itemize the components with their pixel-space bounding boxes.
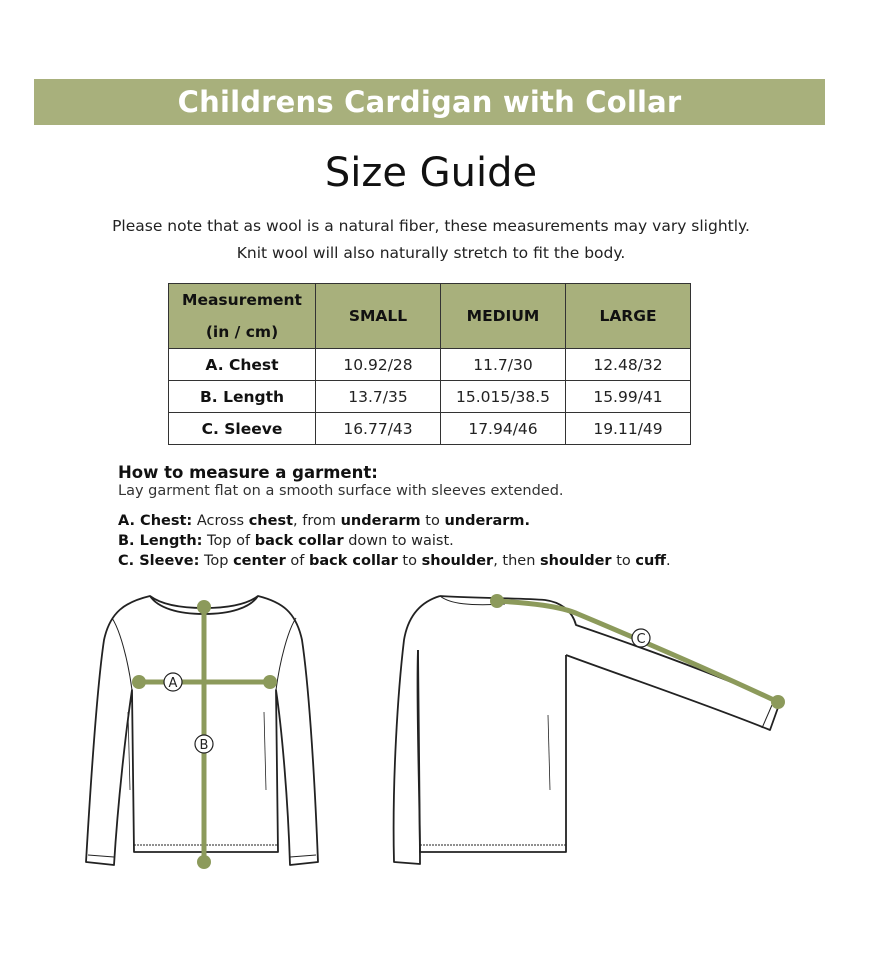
measurement-header-line1: Measurement	[182, 291, 302, 309]
size-table	[168, 283, 691, 445]
chest-text-2: , from	[293, 513, 341, 529]
length-top-dot	[197, 600, 211, 614]
marker-c-label: C	[636, 632, 646, 647]
sleeve-bold-5: cuff	[635, 553, 667, 569]
sleeve-bold-3: shoulder	[421, 553, 494, 569]
howto-sleeve	[118, 551, 671, 571]
table-cell: 11.7/30	[441, 349, 566, 381]
chest-text-1: Across	[192, 513, 249, 529]
sleeve-bold-1: center	[233, 553, 286, 569]
table-cell: 15.99/41	[566, 381, 691, 413]
length-text-1: Top of	[202, 533, 255, 549]
chest-bold-1: chest	[248, 513, 294, 529]
table-cell: 10.92/28	[316, 349, 441, 381]
chest-left-dot	[132, 675, 146, 689]
howto-length	[118, 531, 671, 551]
chest-text-3: to	[420, 513, 445, 529]
sleeve-text-5: to	[611, 553, 636, 569]
table-row	[169, 349, 691, 381]
sleeve-start-dot	[490, 594, 504, 608]
length-prefix: B. Length:	[118, 533, 203, 549]
how-to-measure	[118, 463, 671, 571]
garment-diagram	[0, 580, 876, 880]
col-large: LARGE	[566, 284, 691, 349]
sleeve-end-dot	[771, 695, 785, 709]
title-banner	[34, 79, 825, 125]
chest-bold-2: underarm	[340, 513, 421, 529]
table-cell: 15.015/38.5	[441, 381, 566, 413]
length-text-2: down to waist.	[343, 533, 454, 549]
marker-c	[632, 629, 650, 647]
length-bold-1: back collar	[254, 533, 344, 549]
size-guide-heading: Size Guide	[324, 150, 538, 196]
table-cell: 12.48/32	[566, 349, 691, 381]
howto-chest	[118, 511, 671, 531]
table-row	[169, 381, 691, 413]
col-small: SMALL	[316, 284, 441, 349]
table-cell: 16.77/43	[316, 413, 441, 445]
howto-intro: Lay garment flat on a smooth surface with sleeves extended.	[118, 483, 564, 499]
sleeve-bold-4: shoulder	[540, 553, 612, 569]
sleeve-text-2: of	[285, 553, 309, 569]
table-row	[169, 413, 691, 445]
table-header-row	[169, 284, 691, 349]
sleeve-prefix: C. Sleeve:	[118, 553, 200, 569]
row-label-chest: A. Chest	[169, 349, 316, 381]
chest-prefix: A. Chest:	[118, 513, 193, 529]
table-cell: 13.7/35	[316, 381, 441, 413]
marker-a-label: A	[168, 676, 178, 691]
sleeve-text-4: , then	[493, 553, 541, 569]
row-label-length: B. Length	[169, 381, 316, 413]
marker-a	[164, 673, 182, 691]
col-medium: MEDIUM	[441, 284, 566, 349]
measurement-header	[169, 284, 316, 349]
howto-list	[118, 511, 671, 571]
table-cell: 17.94/46	[441, 413, 566, 445]
sleeve-bold-2: back collar	[308, 553, 398, 569]
length-bottom-dot	[197, 855, 211, 869]
sleeve-measure-line	[497, 601, 778, 702]
sleeve-text-3: to	[397, 553, 422, 569]
chest-bold-3: underarm.	[444, 513, 531, 529]
side-sweater-outline	[394, 596, 780, 864]
marker-b-label: B	[199, 738, 209, 753]
howto-title: How to measure a garment:	[118, 463, 378, 482]
chest-right-dot	[263, 675, 277, 689]
table-cell: 19.11/49	[566, 413, 691, 445]
sleeve-text-1: Top	[199, 553, 234, 569]
sleeve-text-6: .	[666, 553, 671, 569]
note-line-2: Knit wool will also naturally stretch to fit the body.	[236, 244, 626, 262]
note-line-1: Please note that as wool is a natural fiber, these measurements may vary slightly.	[112, 217, 750, 235]
measurement-header-line2: (in / cm)	[205, 323, 279, 341]
page-title: Childrens Cardigan with Collar	[177, 85, 682, 119]
row-label-sleeve: C. Sleeve	[169, 413, 316, 445]
marker-b	[195, 735, 213, 753]
